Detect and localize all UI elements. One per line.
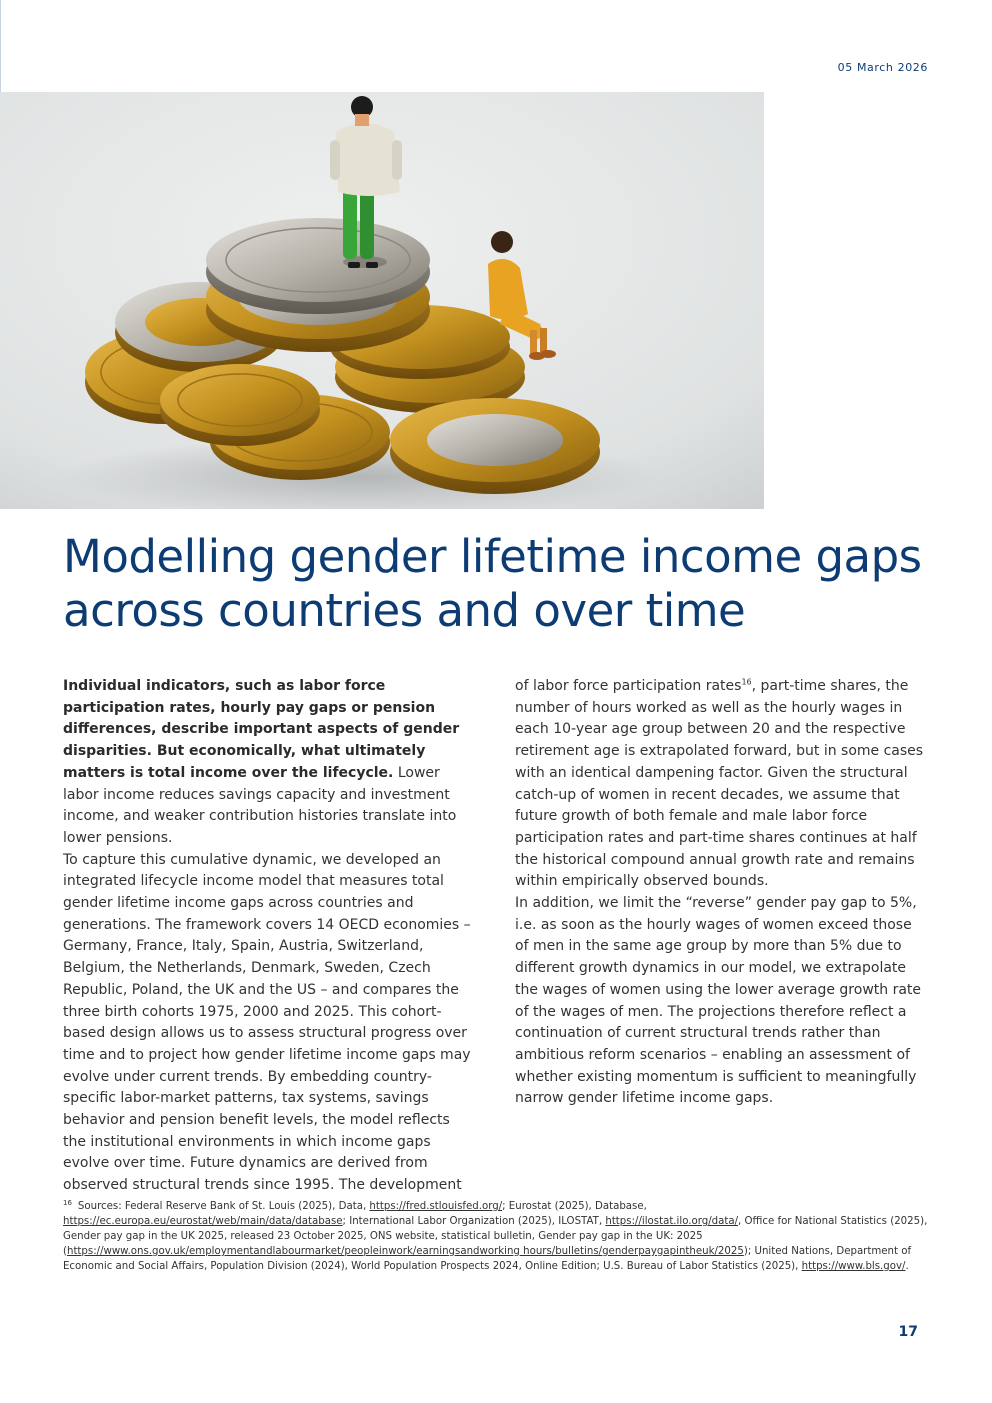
lead-text: Individual indicators, such as labor force participation rates, hourly pay gaps or pension differences, describe important aspects of gender disparities. But economically, what ultimately matters is total income over the lifecycle. bbox=[63, 678, 460, 781]
continuation-rest: , part-time shares, the number of hours worked as well as the hourly wages in each 10-year age group between 20 and the respective retirement age is extrapolated forward, but in some cases with an identical dampening factor. Given the structural catch-up of women in recent decades, we assume that future growth of both female and male labor force participation rates and part-time shares continues at half the historical compound annual growth rate and remains within empirically observed bounds. bbox=[515, 678, 924, 890]
fred-link[interactable]: https://fred.stlouisfed.org/ bbox=[369, 1201, 503, 1212]
hero-photo bbox=[0, 92, 764, 509]
footnote bbox=[63, 1199, 929, 1274]
page-number: 17 bbox=[898, 1324, 918, 1340]
footnote-text: Sources: Federal Reserve Bank of St. Louis (2025), Data, bbox=[77, 1201, 370, 1212]
method-paragraph: To capture this cumulative dynamic, we developed an integrated lifecycle income model that measures total gender lifetime income gaps across countries and generations. The framework covers 14 OECD economies – Germany, France, Italy, Spain, Austria, Switzerland, Belgium, the Netherlands, Denmark, Sweden, Czech Republic, Poland, the UK and the US – and compares the three birth cohorts 1975, 2000 and 2025. This cohort-based design allows us to assess structural progress over time and to project how gender lifetime income gaps may evolve under current trends. By embedding country-specific labor-market patterns, tax systems, savings behavior and pension benefit levels, the model reflects the institutional environments in which income gaps evolve over time. Future dynamics are derived from observed structural trends since 1995. The development bbox=[63, 851, 471, 1194]
right-column bbox=[515, 676, 929, 1110]
footnote-text: , Office for National Statistics (2025), Gender pay gap in the UK 2025, released 23 October 2025, ONS website, statistical bulletin, Gender pay gap in the UK: 2025 ( bbox=[63, 1216, 928, 1257]
footnote-text: ; Eurostat (2025), Database, bbox=[502, 1201, 647, 1212]
footnote-reference[interactable]: 16 bbox=[741, 677, 752, 687]
eurostat-link[interactable]: https://ec.europa.eu/eurostat/web/main/data/database bbox=[63, 1216, 343, 1227]
bls-link[interactable]: https://www.bls.gov/ bbox=[801, 1261, 906, 1272]
article-title: Modelling gender lifetime income gaps across countries and over time bbox=[63, 530, 922, 637]
footnote-text: ); United Nations, Department of Economic and Social Affairs, Population Division (2024), World Population Prospects 2024, Online Edition; U.S. Bureau of Labor Statistics (2025), bbox=[63, 1246, 912, 1272]
footnote-text: . bbox=[905, 1261, 909, 1272]
continuation-paragraph bbox=[515, 676, 929, 893]
ons-link[interactable]: https://www.ons.gov.uk/employmentandlabourmarket/peopleinwork/earningsandworking hours/bulletins/genderpaygapintheuk/2025 bbox=[66, 1246, 744, 1257]
intro-paragraph bbox=[63, 676, 471, 850]
footnote-number: 16 bbox=[63, 1198, 72, 1207]
lead-rest-text: Lower labor income reduces savings capacity and investment income, and weaker contribution histories translate into lower pensions. bbox=[63, 764, 457, 846]
publication-date: 05 March 2026 bbox=[837, 61, 928, 74]
reverse-gap-paragraph: In addition, we limit the “reverse” gender pay gap to 5%, i.e. as soon as the hourly wages of women exceed those of men in the same age group by more than 5% due to different growth dynamics in our model, we extrapolate the wages of women using the lower average growth rate of the wages of men. The projections therefore reflect a continuation of current structural trends rather than ambitious reform scenarios – enabling an assessment of whether existing momentum is sufficient to meaningfully narrow gender lifetime income gaps. bbox=[515, 895, 922, 1107]
page-edge-line bbox=[0, 0, 1, 92]
footnote-text: ; International Labor Organization (2025), ILOSTAT, bbox=[342, 1216, 606, 1227]
continuation-start: of labor force participation rates bbox=[515, 678, 742, 694]
ilostat-link[interactable]: https://ilostat.ilo.org/data/ bbox=[605, 1216, 739, 1227]
left-column bbox=[63, 676, 471, 1197]
coins-figures-illustration bbox=[0, 92, 764, 509]
